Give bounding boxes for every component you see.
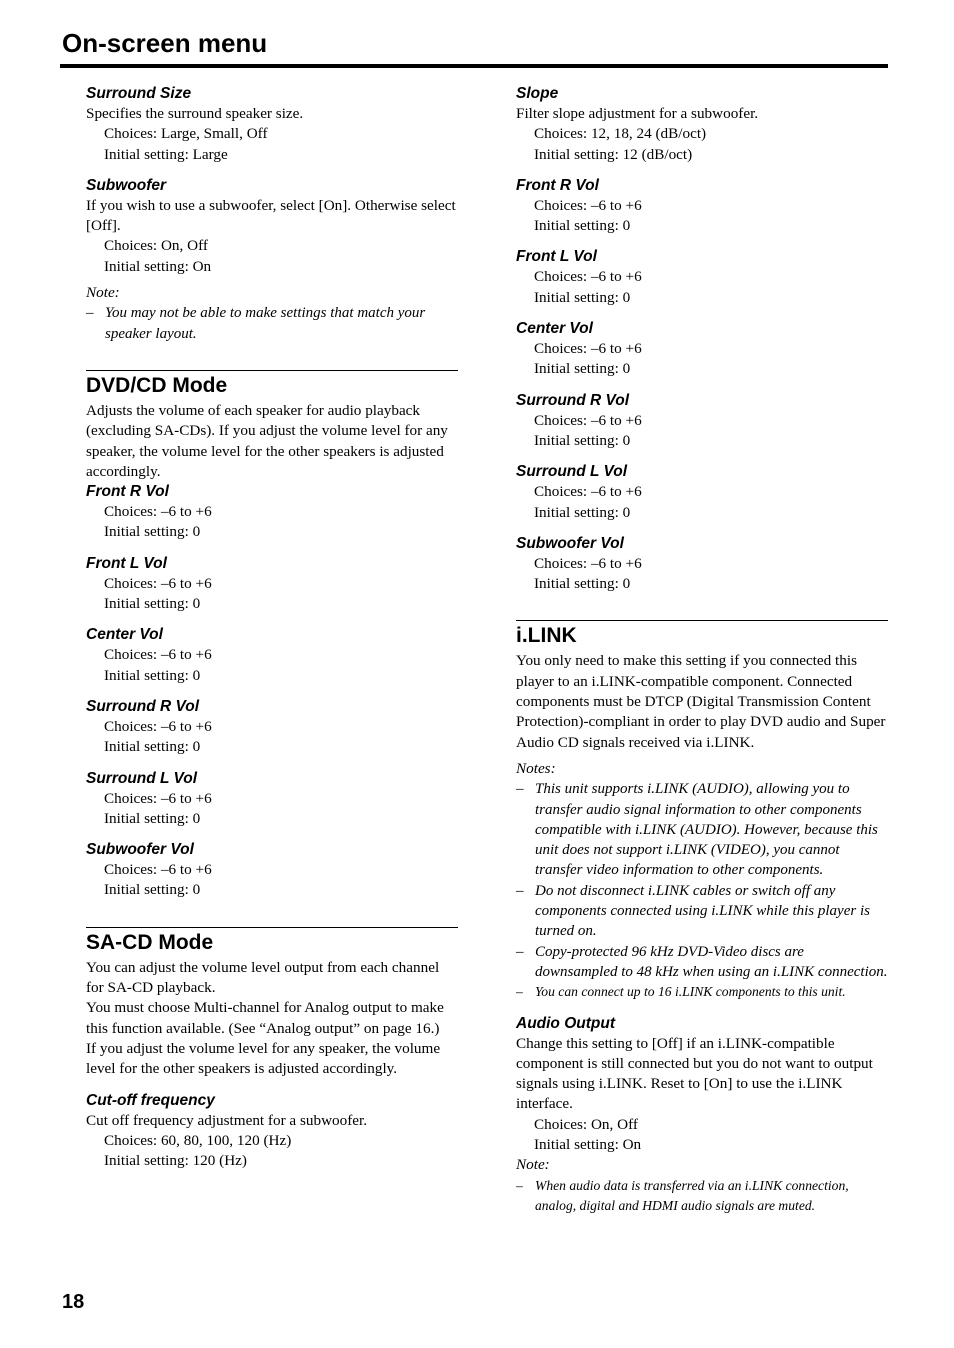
dvd-subwoofer-vol-choices: Choices: –6 to +6	[104, 861, 212, 879]
dvd-center-vol-choices: Choices: –6 to +6	[104, 646, 212, 664]
header-rule	[60, 64, 888, 68]
cutoff-frequency-choices: Choices: 60, 80, 100, 120 (Hz)	[104, 1131, 292, 1149]
subwoofer-choices: Choices: On, Off	[104, 237, 208, 255]
dvd-surround-r-vol-heading: Surround R Vol	[86, 697, 200, 715]
dvd-front-l-vol-initial: Initial setting: 0	[104, 595, 201, 613]
sacd-front-l-vol-choices: Choices: –6 to +6	[534, 268, 642, 286]
dvd-center-vol-initial: Initial setting: 0	[104, 666, 201, 684]
dvd-cd-mode-heading: DVD/CD Mode	[86, 373, 228, 397]
sacd-front-l-vol-heading: Front L Vol	[516, 248, 597, 266]
ilink-desc: You only need to make this setting if you connected this player to an i.LINK-compatible component. Connected components must be DTCP (Digital Transmission Content Protection)-compliant in order to play DVD audio and Super Audio CD signals received via i.LINK.	[516, 652, 886, 751]
subwoofer-note-label: Note:	[86, 284, 120, 302]
sacd-front-r-vol-initial: Initial setting: 0	[534, 217, 631, 235]
dvd-front-l-vol-choices: Choices: –6 to +6	[104, 574, 212, 592]
page-title: On-screen menu	[62, 28, 268, 58]
surround-size-heading: Surround Size	[86, 85, 192, 102]
surround-size-initial: Initial setting: Large	[104, 145, 228, 163]
dvd-subwoofer-vol-initial: Initial setting: 0	[104, 881, 201, 899]
dvd-front-r-vol-choices: Choices: –6 to +6	[104, 503, 212, 521]
audio-output-heading: Audio Output	[516, 1014, 615, 1032]
sacd-center-vol-initial: Initial setting: 0	[534, 360, 631, 378]
sacd-center-vol-heading: Center Vol	[516, 320, 593, 338]
dvd-cd-mode-desc: Adjusts the volume of each speaker for audio playback (excluding SA-CDs). If you adjust the volume level for any speaker, the volume level for the other speakers is adjusted accordingly.	[86, 401, 448, 480]
dvd-surround-r-vol-initial: Initial setting: 0	[104, 738, 201, 756]
audio-output-note-label: Note:	[516, 1156, 550, 1174]
audio-output-initial: Initial setting: On	[534, 1135, 642, 1153]
audio-output-choices: Choices: On, Off	[534, 1115, 638, 1133]
sacd-surround-l-vol-initial: Initial setting: 0	[534, 503, 631, 521]
ilink-heading: i.LINK	[516, 624, 577, 648]
dvd-surround-l-vol-initial: Initial setting: 0	[104, 809, 201, 827]
ilink-notes-label: Notes:	[516, 759, 556, 777]
ilink-note-4: – You can connect up to 16 i.LINK components to this unit.	[516, 984, 846, 1000]
subwoofer-note: – You may not be able to make settings that match your speaker layout.	[86, 305, 426, 342]
sacd-front-r-vol-choices: Choices: –6 to +6	[534, 196, 642, 214]
right-column	[516, 84, 888, 1216]
dvd-cd-mode-section	[86, 370, 458, 901]
sacd-subwoofer-vol-initial: Initial setting: 0	[534, 575, 631, 593]
dvd-surround-r-vol-choices: Choices: –6 to +6	[104, 717, 212, 735]
sacd-front-l-vol-initial: Initial setting: 0	[534, 288, 631, 306]
sa-cd-mode-heading: SA-CD Mode	[86, 930, 214, 954]
ilink-note-3: – Copy-protected 96 kHz DVD-Video discs are downsampled to 48 kHz when using an i.LINK connection.	[516, 943, 888, 980]
dvd-surround-l-vol-heading: Surround L Vol	[86, 769, 198, 787]
dvd-front-r-vol-heading: Front R Vol	[86, 483, 169, 501]
left-column	[86, 84, 458, 1171]
ilink-note-2: – Do not disconnect i.LINK cables or switch off any components connected using i.LINK while this player is turned on.	[516, 882, 870, 940]
ilink-section	[516, 620, 888, 1216]
sacd-center-vol-choices: Choices: –6 to +6	[534, 340, 642, 358]
cutoff-frequency-desc: Cut off frequency adjustment for a subwoofer.	[86, 1111, 368, 1129]
slope-heading: Slope	[516, 85, 559, 102]
sa-cd-mode-section	[86, 927, 458, 1172]
dvd-subwoofer-vol-heading: Subwoofer Vol	[86, 841, 194, 859]
subwoofer-heading: Subwoofer	[86, 176, 167, 194]
sacd-surround-r-vol-choices: Choices: –6 to +6	[534, 411, 642, 429]
subwoofer-desc: If you wish to use a subwoofer, select [On]. Otherwise select [Off].	[86, 196, 456, 235]
sacd-subwoofer-vol-choices: Choices: –6 to +6	[534, 554, 642, 572]
sacd-subwoofer-vol-heading: Subwoofer Vol	[516, 534, 624, 552]
cutoff-frequency-heading: Cut-off frequency	[86, 1091, 215, 1109]
sacd-front-r-vol-heading: Front R Vol	[516, 176, 599, 194]
surround-size-desc: Specifies the surround speaker size.	[86, 105, 304, 122]
dvd-front-r-vol-initial: Initial setting: 0	[104, 523, 201, 541]
audio-output-desc: Change this setting to [Off] if an i.LINK-compatible component is still connected but you do not want to output signals using i.LINK. Reset to [On] to use the i.LINK interface.	[516, 1034, 873, 1113]
dvd-surround-l-vol-choices: Choices: –6 to +6	[104, 789, 212, 807]
cutoff-frequency-initial: Initial setting: 120 (Hz)	[104, 1152, 247, 1170]
page-number: 18	[62, 1291, 85, 1313]
surround-size-choices: Choices: Large, Small, Off	[104, 125, 268, 143]
slope-desc: Filter slope adjustment for a subwoofer.	[516, 105, 759, 122]
slope-choices: Choices: 12, 18, 24 (dB/oct)	[534, 125, 707, 143]
dvd-center-vol-heading: Center Vol	[86, 626, 163, 644]
sa-cd-mode-p3: If you adjust the volume level for any speaker, the volume level for the other speakers is adjusted accordingly.	[86, 1039, 441, 1078]
subwoofer-initial: Initial setting: On	[104, 257, 212, 275]
slope-initial: Initial setting: 12 (dB/oct)	[534, 145, 693, 163]
sacd-surround-l-vol-heading: Surround L Vol	[516, 463, 628, 481]
ilink-note-1: – This unit supports i.LINK (AUDIO), allowing you to transfer audio signal information to other components compatible with i.LINK (AUDIO). However, because this unit does not support i.LINK (VIDEO), you cannot transfer video information to other components.	[516, 781, 878, 879]
sacd-surround-r-vol-heading: Surround R Vol	[516, 391, 630, 409]
sa-cd-mode-p2: You must choose Multi-channel for Analog output to make this function available. (See “Analog output” on page 16.)	[86, 999, 444, 1037]
sacd-surround-l-vol-choices: Choices: –6 to +6	[534, 483, 642, 501]
audio-output-note: – When audio data is transferred via an i.LINK connection, analog, digital and HDMI audio signals are muted.	[516, 1177, 849, 1213]
sa-cd-mode-p1: You can adjust the volume level output from each channel for SA-CD playback.	[86, 958, 440, 997]
sacd-surround-r-vol-initial: Initial setting: 0	[534, 431, 631, 449]
dvd-front-l-vol-heading: Front L Vol	[86, 554, 167, 572]
